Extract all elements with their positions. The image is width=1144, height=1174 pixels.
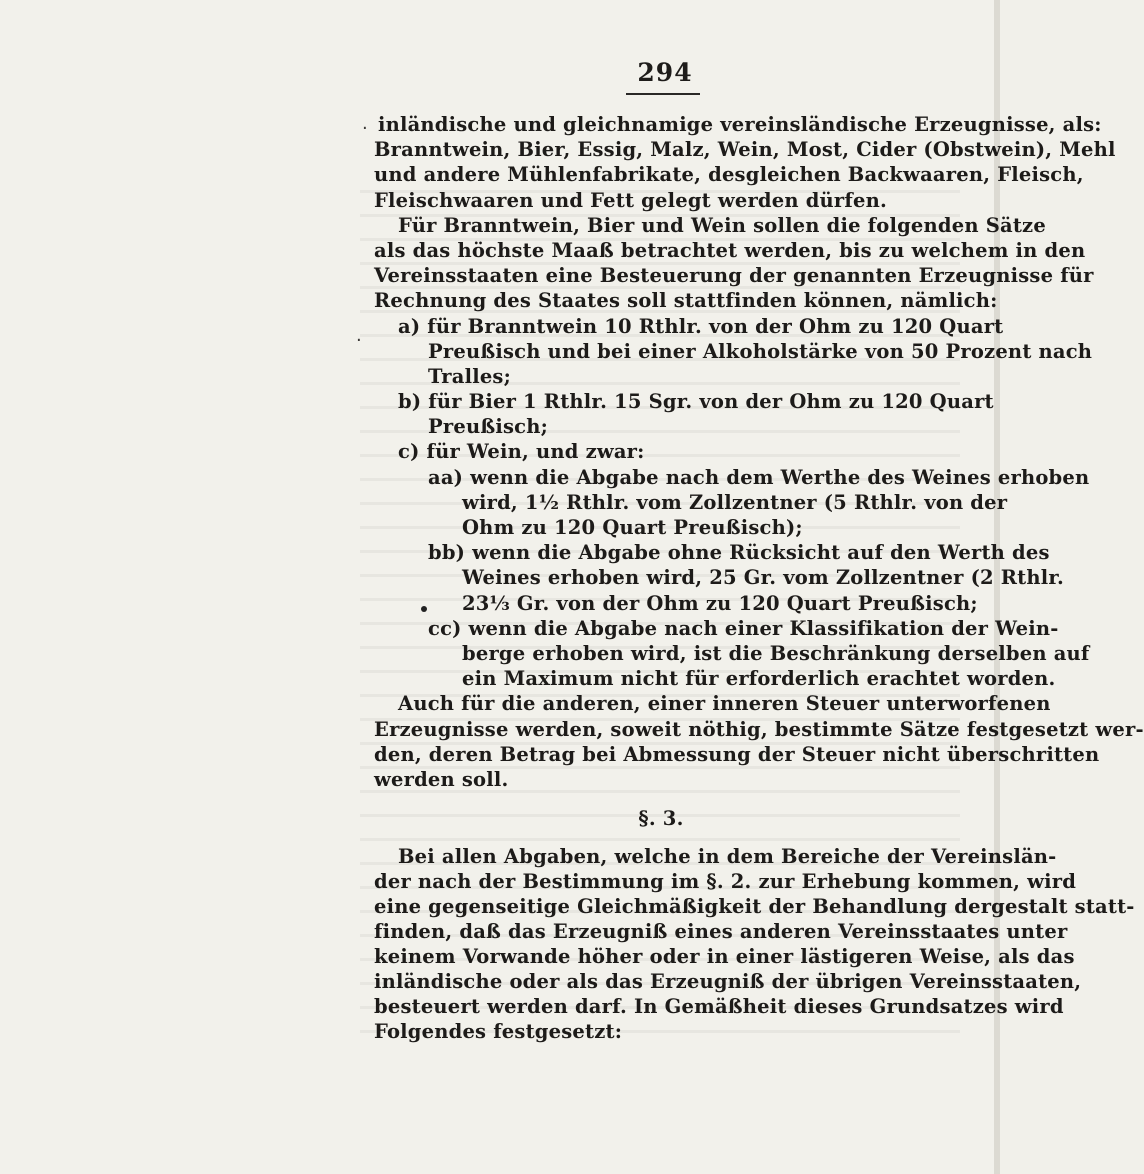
list-item-c: c) für Wein, und zwar: — [398, 440, 645, 463]
text-line: Vereinsstaaten eine Besteuerung der genannten Erzeugnisse für — [374, 264, 1094, 287]
text-line: der nach der Bestimmung im §. 2. zur Erhebung kommen, wird — [374, 870, 1077, 893]
text-line: eine gegenseitige Gleichmäßigkeit der Behandlung dergestalt statt- — [374, 895, 1135, 918]
list-item-a: a) für Branntwein 10 Rthlr. von der Ohm zu 120 Quart — [398, 315, 1004, 338]
text-line: Fleischwaaren und Fett gelegt werden dürfen. — [374, 189, 887, 212]
text-line: wird, 1½ Rthlr. vom Zollzentner (5 Rthlr. von der — [462, 491, 1008, 514]
text-line: als das höchste Maaß betrachtet werden, bis zu welchem in den — [374, 239, 1086, 262]
text-line: ein Maximum nicht für erforderlich erachtet worden. — [462, 667, 1056, 690]
text-line: Folgendes festgesetzt: — [374, 1020, 623, 1043]
text-line: 23⅓ Gr. von der Ohm zu 120 Quart Preußisch; — [462, 592, 978, 615]
text-line: Preußisch und bei einer Alkoholstärke von 50 Prozent nach — [428, 340, 1093, 363]
text-line: inländische und gleichnamige vereinsländische Erzeugnisse, als: — [378, 113, 1102, 136]
text-line: Weines erhoben wird, 25 Gr. vom Zollzentner (2 Rthlr. — [462, 566, 1065, 589]
text-line: den, deren Betrag bei Abmessung der Steuer nicht überschritten — [374, 743, 1100, 766]
text-line: Für Branntwein, Bier und Wein sollen die folgenden Sätze — [398, 214, 1046, 237]
text-line: besteuert werden darf. In Gemäßheit dieses Grundsatzes wird — [374, 995, 1064, 1018]
text-line: berge erhoben wird, ist die Beschränkung derselben auf — [462, 642, 1090, 665]
text-line: Auch für die anderen, einer inneren Steuer unterworfenen — [398, 692, 1051, 715]
text-line: keinem Vorwande höher oder in einer lästigeren Weise, als das — [374, 945, 1075, 968]
list-item-b: b) für Bier 1 Rthlr. 15 Sgr. von der Ohm zu 120 Quart — [398, 390, 994, 413]
margin-mark: · — [362, 118, 368, 139]
text-line: Rechnung des Staates soll stattfinden können, nämlich: — [374, 289, 998, 312]
text-line: finden, daß das Erzeugniß eines anderen Vereinsstaates unter — [374, 920, 1068, 943]
text-line: Ohm zu 120 Quart Preußisch); — [462, 516, 803, 539]
text-line: Erzeugnisse werden, soweit nöthig, bestimmte Sätze festgesetzt wer- — [374, 718, 1144, 741]
text-line: Preußisch; — [428, 415, 548, 438]
text-line: Bei allen Abgaben, welche in dem Bereiche der Vereinslän- — [398, 845, 1057, 868]
section-heading: §. 3. — [638, 807, 684, 830]
list-item-aa: aa) wenn die Abgabe nach dem Werthe des Weines erhoben — [428, 466, 1090, 489]
text-line: inländische oder als das Erzeugniß der übrigen Vereinsstaaten, — [374, 970, 1082, 993]
text-line: werden soll. — [374, 768, 509, 791]
list-item-bb: bb) wenn die Abgabe ohne Rücksicht auf den Werth des — [428, 541, 1050, 564]
text-line: Branntwein, Bier, Essig, Malz, Wein, Most, Cider (Obstwein), Mehl — [374, 138, 1116, 161]
text-line: Tralles; — [428, 365, 511, 388]
list-item-cc: cc) wenn die Abgabe nach einer Klassifikation der Wein- — [428, 617, 1059, 640]
margin-mark: · — [356, 330, 362, 351]
text-line: und andere Mühlenfabrikate, desgleichen Backwaaren, Fleisch, — [374, 163, 1084, 186]
page-number: 294 — [637, 58, 693, 87]
